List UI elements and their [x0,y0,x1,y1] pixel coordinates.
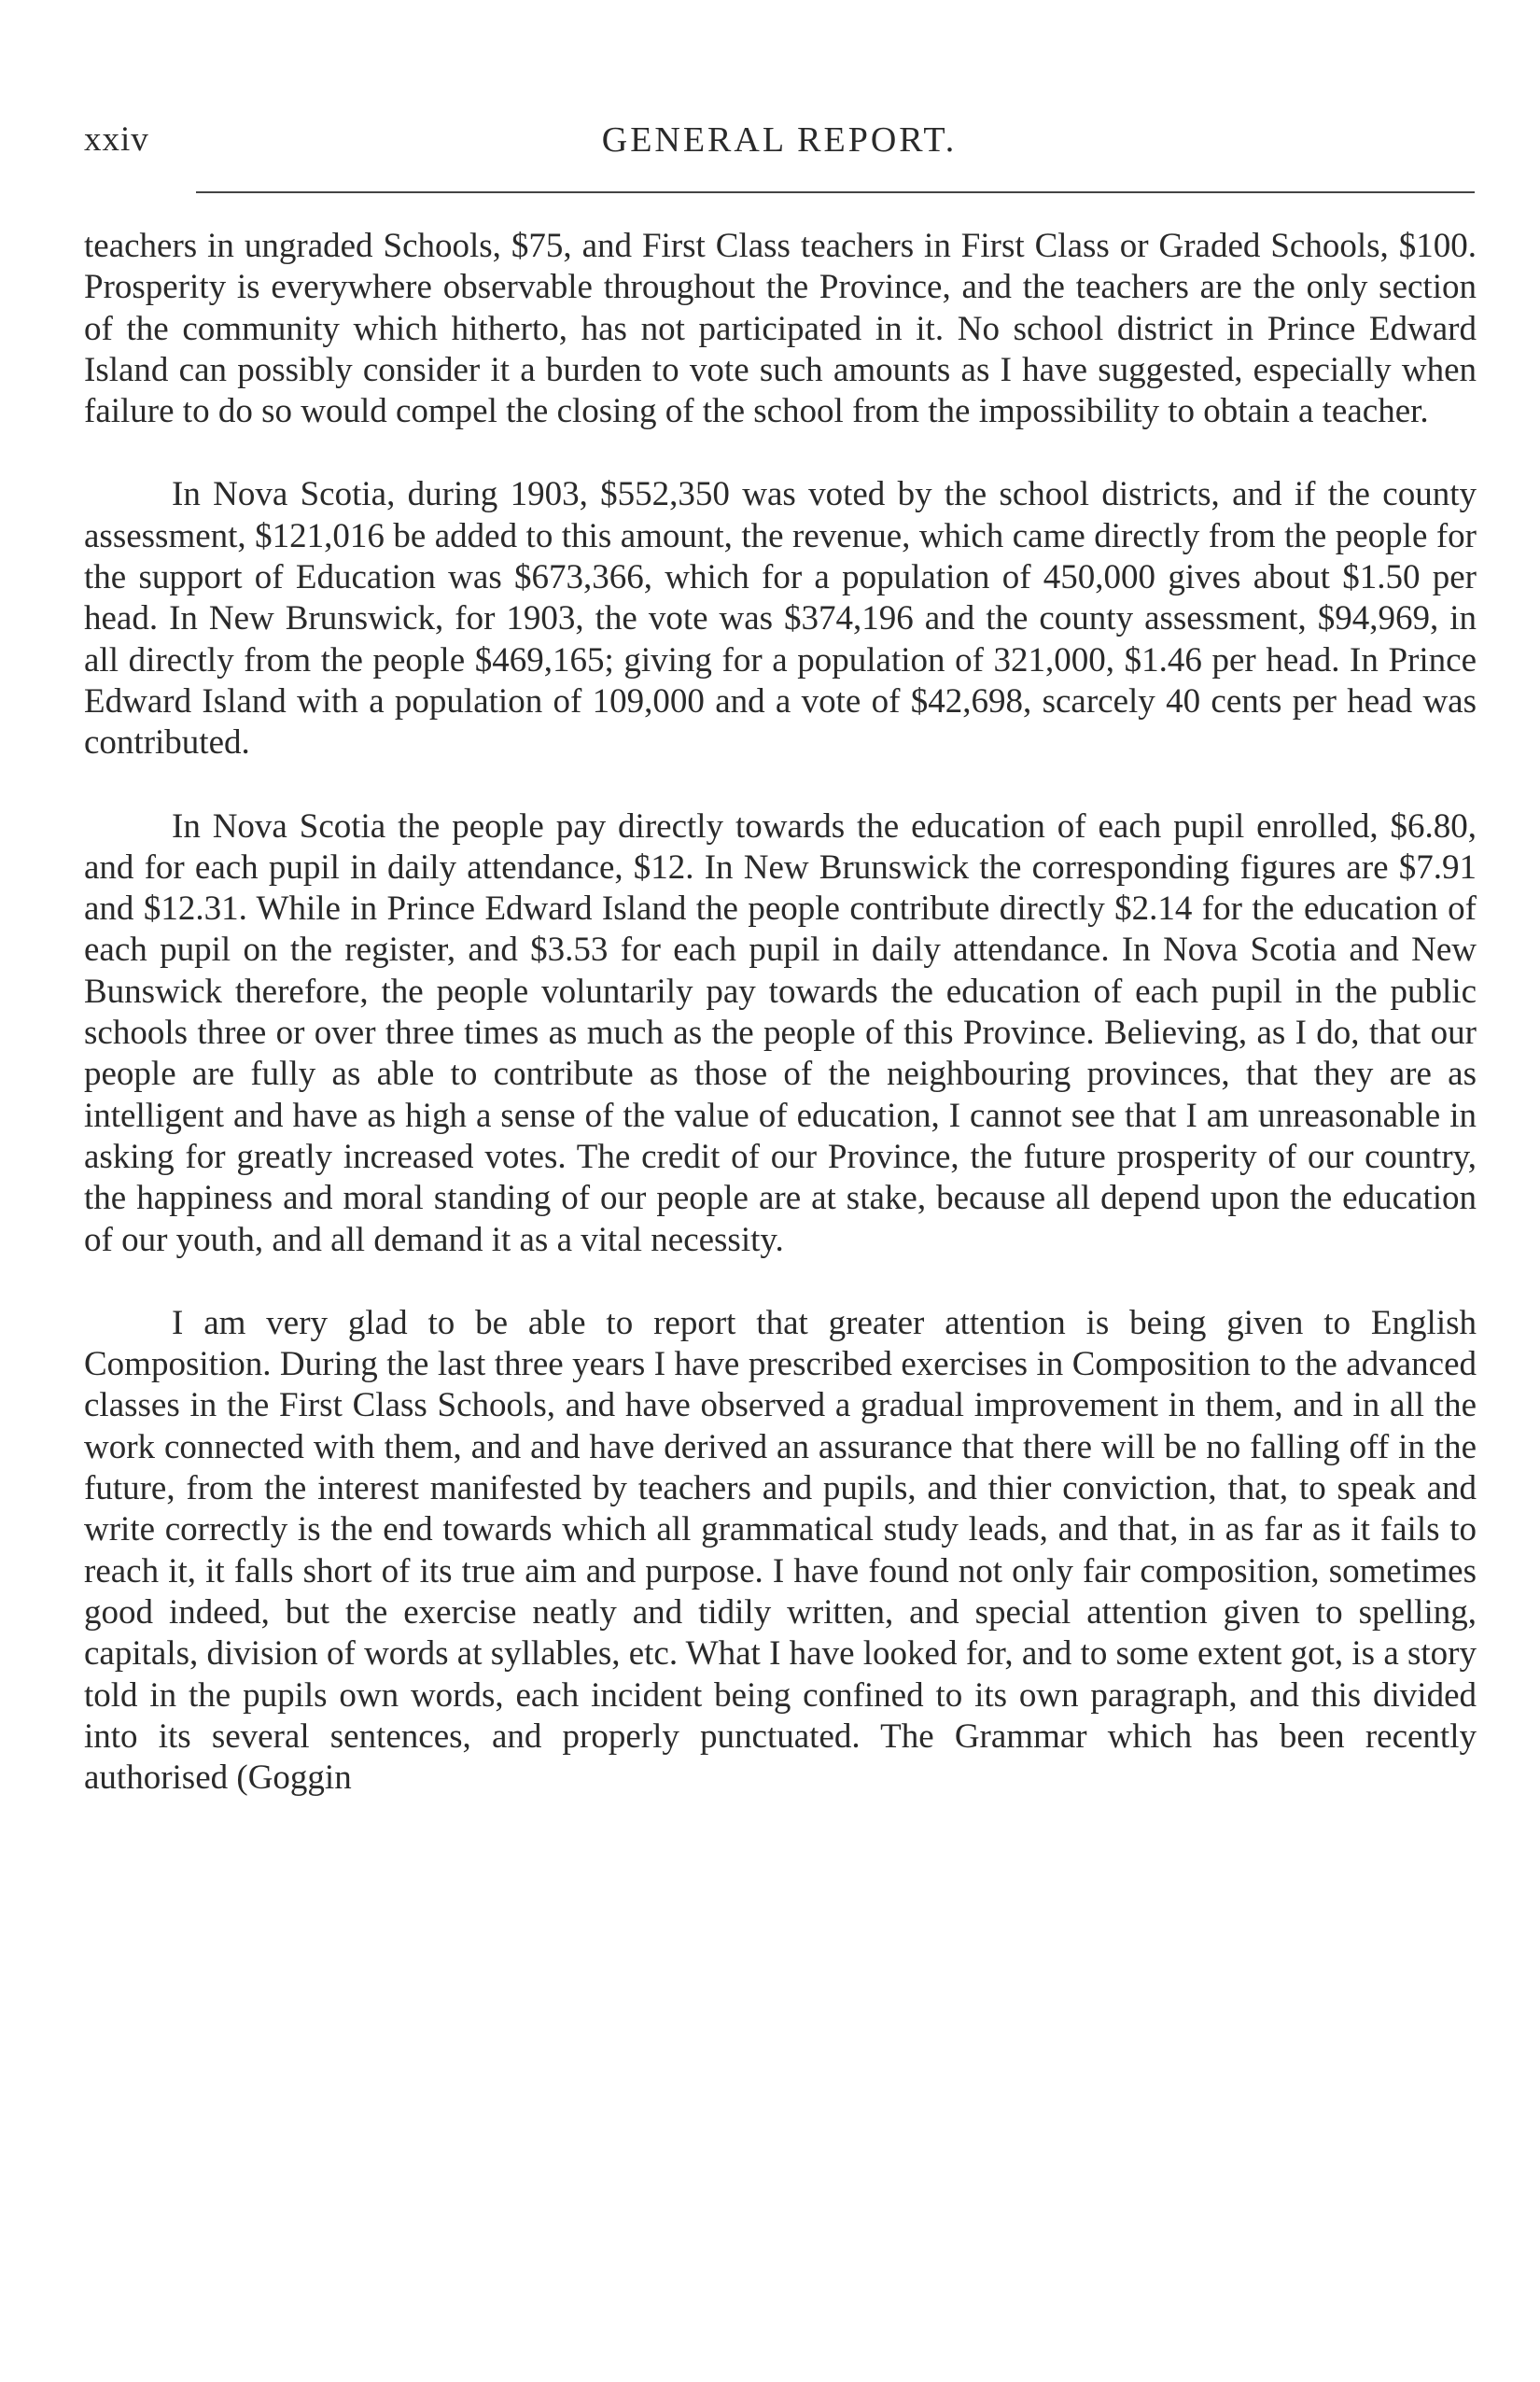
body-text [84,226,1477,1799]
running-title: GENERAL REPORT. [601,120,958,160]
page-header [84,119,1475,175]
header-rule [196,191,1475,193]
page-number: xxiv [84,120,149,159]
paragraph: I am very glad to be able to report that greater attention is being given to English Composition. During the last three years I have prescribed exercises in Composition to the advanced classes in the First Class Schools, and have observed a gradual improvement in them, and in all the work connected with them, and and have derived an assurance that there will be no falling off in the future, from the interest manifested by teachers and pupils, and thier conviction, that, to speak and write correctly is the end towards which all grammatical study leads, and that, in as far as it fails to reach it, it falls short of its true aim and purpose. I have found not only fair composition, sometimes good indeed, but the exercise neatly and tidily written, and special attention given to spelling, capitals, division of words at syllables, etc. What I have looked for, and to some extent got, is a story told in the pupils own words, each incident being confined to its own paragraph, and this divided into its several sentences, and properly punctuated. The Grammar which has been recently authorised (Goggin [84,1303,1477,1798]
paragraph: In Nova Scotia, during 1903, $552,350 was voted by the school districts, and if the county assessment, $121,016 be added to this amount, the revenue, which came directly from the people for the support of Education was $673,366, which for a population of 450,000 gives about $1.50 per head. In New Brunswick, for 1903, the vote was $374,196 and the county assessment, $94,969, in all directly from the people $469,165; giving for a population of 321,000, $1.46 per head. In Prince Edward Island with a population of 109,000 and a vote of $42,698, scarcely 40 cents per head was contributed. [84,475,1477,763]
paragraph: In Nova Scotia the people pay directly towards the education of each pupil enrolled, $6.80, and for each pupil in daily attendance, $12. In New Brunswick the corresponding figures are $7.91 and $12.31. While in Prince Edward Island the people contribute directly $2.14 for the education of each pupil on the register, and $3.53 for each pupil in daily attendance. In Nova Scotia and New Bunswick therefore, the people voluntarily pay towards the education of each pupil in the public schools three or over three times as much as the people of this Province. Believing, as I do, that our people are fully as able to contribute as those of the neighbouring provinces, that they are as intelligent and have as high a sense of the value of education, I cannot see that I am unreasonable in asking for greatly increased votes. The credit of our Province, the future prosperity of our country, the happiness and moral standing of our people are at stake, because all depend upon the education of our youth, and all demand it as a vital necessity. [84,806,1477,1259]
paragraph-continued: teachers in ungraded Schools, $75, and First Class teachers in First Class or Graded Schools, $100. Prosperity is everywhere observable throughout the Province, and the teachers are the only section of the community which hitherto, has not participated in it. No school district in Prince Edward Island can possibly consider it a burden to vote such amounts as I have suggested, especially when failure to do so would compel the closing of the school from the impossibility to obtain a teacher. [84,227,1477,431]
